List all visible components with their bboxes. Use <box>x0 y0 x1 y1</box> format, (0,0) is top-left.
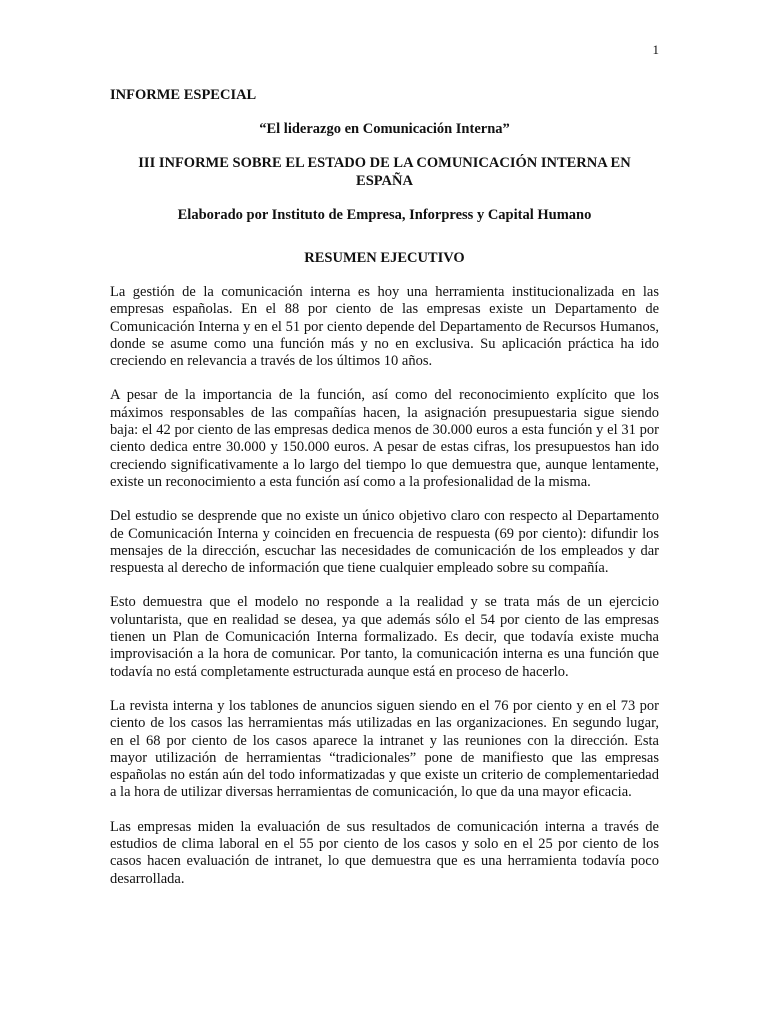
report-label: INFORME ESPECIAL <box>110 87 257 103</box>
report-authors: Elaborado por Instituto de Empresa, Inforpress y Capital Humano <box>177 207 592 223</box>
paragraph: Las empresas miden la evaluación de sus resultados de comunicación interna a través de estudios de clima laboral en el 55 por ciento de los casos y solo en el 25 por ciento de los casos hacen evaluación de intranet, lo que demuestra que es una herramienta todavía poco desarrollada. <box>110 818 659 887</box>
document-body <box>110 84 659 888</box>
section-title: RESUMEN EJECUTIVO <box>304 250 465 266</box>
report-title: III INFORME SOBRE EL ESTADO DE LA COMUNICACIÓN INTERNA EN ESPAÑA <box>138 155 631 189</box>
paragraph: Esto demuestra que el modelo no responde a la realidad y se trata más de un ejercicio voluntarista, que en realidad se desea, ya que además sólo el 54 por ciento de las empresas tienen un Plan de Comunicación Interna formalizado. Es decir, que todavía existe mucha improvisación a la hora de comunicar. Por tanto, la comunicación interna es una función que todavía no está completamente estructurada aunque está en proceso de hacerlo. <box>110 594 659 680</box>
report-subtitle: “El liderazgo en Comunicación Interna” <box>259 121 510 137</box>
paragraph: Del estudio se desprende que no existe un único objetivo claro con respecto al Departamento de Comunicación Interna y coinciden en frecuencia de respuesta (69 por ciento): difundir los mensajes de la dirección, escuchar las necesidades de comunicación de los empleados y dar respuesta al derecho de información que tiene cualquier empleado sobre su compañía. <box>110 508 659 577</box>
paragraph: La gestión de la comunicación interna es hoy una herramienta institucionalizada en las empresas españolas. En el 88 por ciento de las empresas existe un Departamento de Comunicación Interna y en el 51 por ciento depende del Departamento de Recursos Humanos, donde se asume como una función más y no en exclusiva. Su aplicación práctica ha ido creciendo en relevancia a través de los últimos 10 años. <box>110 284 659 370</box>
paragraph: A pesar de la importancia de la función, así como del reconocimiento explícito que los máximos responsables de las compañías hacen, la asignación presupuestaria sigue siendo baja: el 42 por ciento de las empresas dedica menos de 30.000 euros a esta función y el 31 por ciento dedica entre 30.000 y 150.000 euros. A pesar de estas cifras, los presupuestos han ido creciendo significativamente a lo largo del tiempo lo que demuestra que, aunque lentamente, existe un reconocimiento a esta función así como a la profesionalidad de la misma. <box>110 387 659 490</box>
paragraph: La revista interna y los tablones de anuncios siguen siendo en el 76 por ciento y en el 73 por ciento de los casos las herramientas más utilizadas en las organizaciones. En segundo lugar, en el 68 por ciento de los casos aparece la intranet y las reuniones con la dirección. Esta mayor utilización de herramientas “tradicionales” pone de manifiesto que las empresas españolas no están aún del todo informatizadas y que existe un criterio de complementariedad a la hora de utilizar diversas herramientas de comunicación, lo que da una mayor eficacia. <box>110 697 659 801</box>
page-number: 1 <box>652 42 659 57</box>
